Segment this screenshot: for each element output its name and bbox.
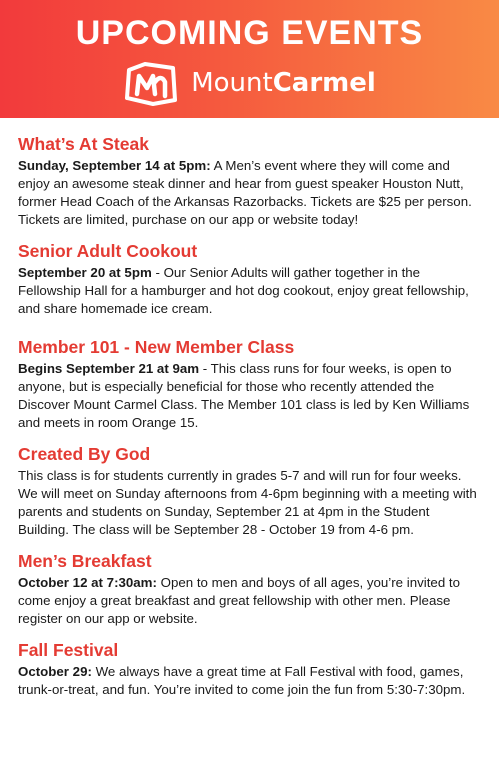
brand-name: [191, 68, 376, 98]
mount-carmel-logo-icon: [123, 58, 181, 108]
event-title: Created By God: [18, 444, 151, 464]
event-description: [18, 360, 481, 432]
event-title: Fall Festival: [18, 640, 119, 660]
event-title: Men’s Breakfast: [18, 551, 152, 571]
event-description: [18, 264, 481, 318]
event-date: October 29:: [18, 664, 92, 679]
event-text: - Our Senior Adults will gather together in the Fellowship Hall for a hamburger and hot dog cookout, enjoy great fellowship, and share homemade ice cream.: [18, 265, 469, 316]
event-title: Senior Adult Cookout: [18, 241, 198, 261]
brand-logo: [0, 58, 499, 108]
event-text: A Men’s event where they will come and enjoy an awesome steak dinner and hear from guest speaker Houston Nutt, former Head Coach of the Arkansas Razorbacks. Tickets are $25 per person. Tickets are limited, purchase on our app or website today!: [18, 158, 472, 227]
event-item: [18, 443, 481, 539]
event-text: - This class runs for four weeks, is open to anyone, but is especially beneficial for those who recently attended the Discover Mount Carmel Class. The Member 101 class is led by Ken Williams and meets in room Orange 15.: [18, 361, 470, 430]
event-date: Begins September 21 at 9am: [18, 361, 200, 376]
page-title: UPCOMING EVENTS: [75, 14, 424, 52]
event-description: [18, 467, 481, 539]
event-item: [18, 133, 481, 229]
events-list: [18, 133, 481, 710]
event-title: Member 101 - New Member Class: [18, 337, 295, 357]
event-description: [18, 663, 481, 699]
brand-name-bold: Carmel: [272, 68, 376, 98]
event-date: September 20 at 5pm: [18, 265, 152, 280]
event-text: Open to men and boys of all ages, you’re invited to come enjoy a great breakfast and great fellowship with other men. Please register on our app or website.: [18, 575, 460, 626]
event-date: October 12 at 7:30am:: [18, 575, 157, 590]
event-item: [18, 240, 481, 318]
brand-name-light: Mount: [191, 68, 273, 98]
header-banner: [0, 0, 499, 118]
event-date: Sunday, September 14 at 5pm:: [18, 158, 211, 173]
event-text: We always have a great time at Fall Festival with food, games, trunk-or-treat, and fun. You’re invited to come join the fun from 5:30-7:30pm.: [18, 664, 466, 697]
event-text: This class is for students currently in grades 5-7 and will run for four weeks. We will meet on Sunday afternoons from 4-6pm beginning with a meeting with parents and students on Sunday, September 21 at 4pm in the Student Building. The class will be September 28 - October 19 from 4-6 pm.: [18, 468, 477, 537]
event-item: [18, 550, 481, 628]
event-description: [18, 157, 481, 229]
event-description: [18, 574, 481, 628]
event-item: [18, 639, 481, 699]
event-title: What’s At Steak: [18, 134, 149, 154]
event-item: [18, 336, 481, 432]
